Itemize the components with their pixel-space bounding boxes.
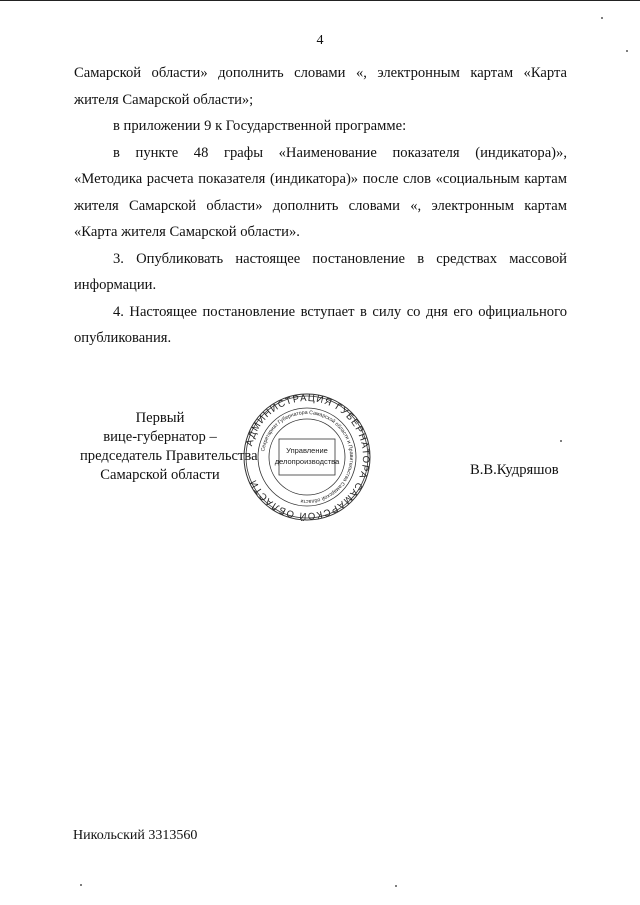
paragraph: Самарской области» дополнить словами «, электронным картам «Карта: [74, 65, 567, 81]
signatory-title-line: вице-губернатор –: [103, 429, 217, 445]
signatory-title-line: председатель Правительства: [80, 448, 258, 464]
scan-speck: [80, 884, 82, 886]
paragraph: жителя Самарской области»;: [74, 91, 254, 108]
executor-contact: Никольский 3313560: [73, 828, 198, 843]
stamp-inner-text: Секретариат Губернатора Самарской области и Правительства Самарской области: [260, 409, 355, 505]
page-top-border: [0, 0, 640, 1]
scan-speck: [626, 50, 628, 52]
page-number: 4: [316, 33, 324, 48]
signatory-title-line: Первый: [135, 410, 185, 426]
official-stamp: [243, 393, 371, 521]
signatory-name: В.В.Кудряшов: [470, 462, 559, 478]
signatory-title-line: Самарской области: [100, 467, 220, 483]
stamp-center-line2: делопроизводства: [274, 457, 340, 466]
scan-speck: [395, 885, 397, 887]
stamp-outer-text: АДМИНИСТРАЦИЯ ГУБЕРНАТОРА САМАРСКОЙ ОБЛАСТИ: [244, 393, 371, 521]
paragraph: 4. Настоящее постановление вступает в силу со дня его официального опубликования.: [74, 303, 567, 346]
paragraph: 3. Опубликовать настоящее постановление в средствах массовой информации.: [74, 250, 567, 293]
stamp-center-line1: Управление: [286, 446, 328, 455]
scan-speck: [560, 440, 562, 442]
signatory-title: [80, 409, 258, 485]
paragraph: в приложении 9 к Государственной программе:: [113, 118, 407, 134]
paragraph: в пункте 48 графы «Наименование показателя (индикатора)», «Методика расчета показателя (индикатора)» после слов «социальным картам жителя Самарской области» дополнить словами «, электронным картам «Карта жителя Самарской области».: [74, 144, 567, 240]
scan-speck: [601, 17, 603, 19]
document-body: [74, 60, 567, 352]
